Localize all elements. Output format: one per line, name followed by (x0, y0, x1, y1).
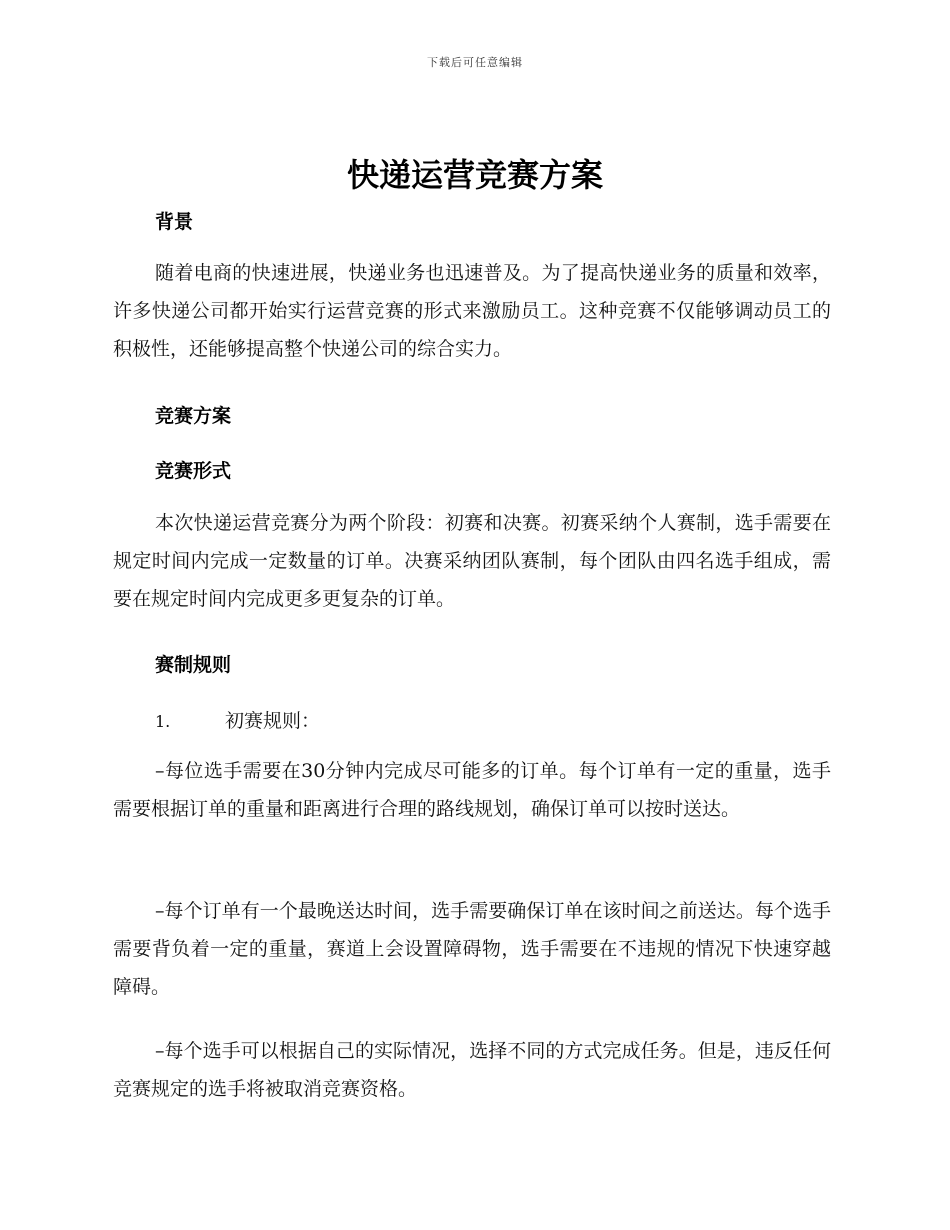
rule-paragraph-2: –每个订单有一个最晚送达时间，选手需要确保订单在该时间之前送达。每个选手需要背负着一定的重量，赛道上会设置障碍物，选手需要在不违规的情况下快速穿越障碍。 (113, 900, 831, 998)
format-heading: 竞赛形式 (155, 460, 232, 482)
rules-list-item (155, 706, 320, 733)
page-header-note: 下载后可任意编辑 (427, 56, 523, 69)
background-paragraph: 随着电商的快速进展，快递业务也迅速普及。为了提高快递业务的质量和效率，许多快递公司都开始实行运营竞赛的形式来激励员工。这种竞赛不仅能够调动员工的积极性，还能够提高整个快递公司的综合实力。 (113, 262, 831, 360)
list-number: 1. (155, 712, 171, 731)
rule-paragraph-3: –每个选手可以根据自己的实际情况，选择不同的方式完成任务。但是，违反任何竞赛规定的选手将被取消竞赛资格。 (113, 1040, 831, 1100)
rule-paragraph-1: –每位选手需要在30分钟内完成尽可能多的订单。每个订单有一定的重量，选手需要根据订单的重量和距离进行合理的路线规划，确保订单可以按时送达。 (113, 760, 831, 820)
rules-heading: 赛制规则 (155, 654, 232, 676)
plan-heading: 竞赛方案 (155, 405, 232, 427)
format-paragraph: 本次快递运营竞赛分为两个阶段：初赛和决赛。初赛采纳个人赛制，选手需要在规定时间内完成一定数量的订单。决赛采纳团队赛制，每个团队由四名选手组成，需要在规定时间内完成更多更复杂的订单。 (113, 512, 831, 610)
list-item-label: 初赛规则： (225, 710, 321, 732)
background-heading: 背景 (155, 211, 194, 233)
document-title: 快递运营竞赛方案 (346, 156, 603, 194)
